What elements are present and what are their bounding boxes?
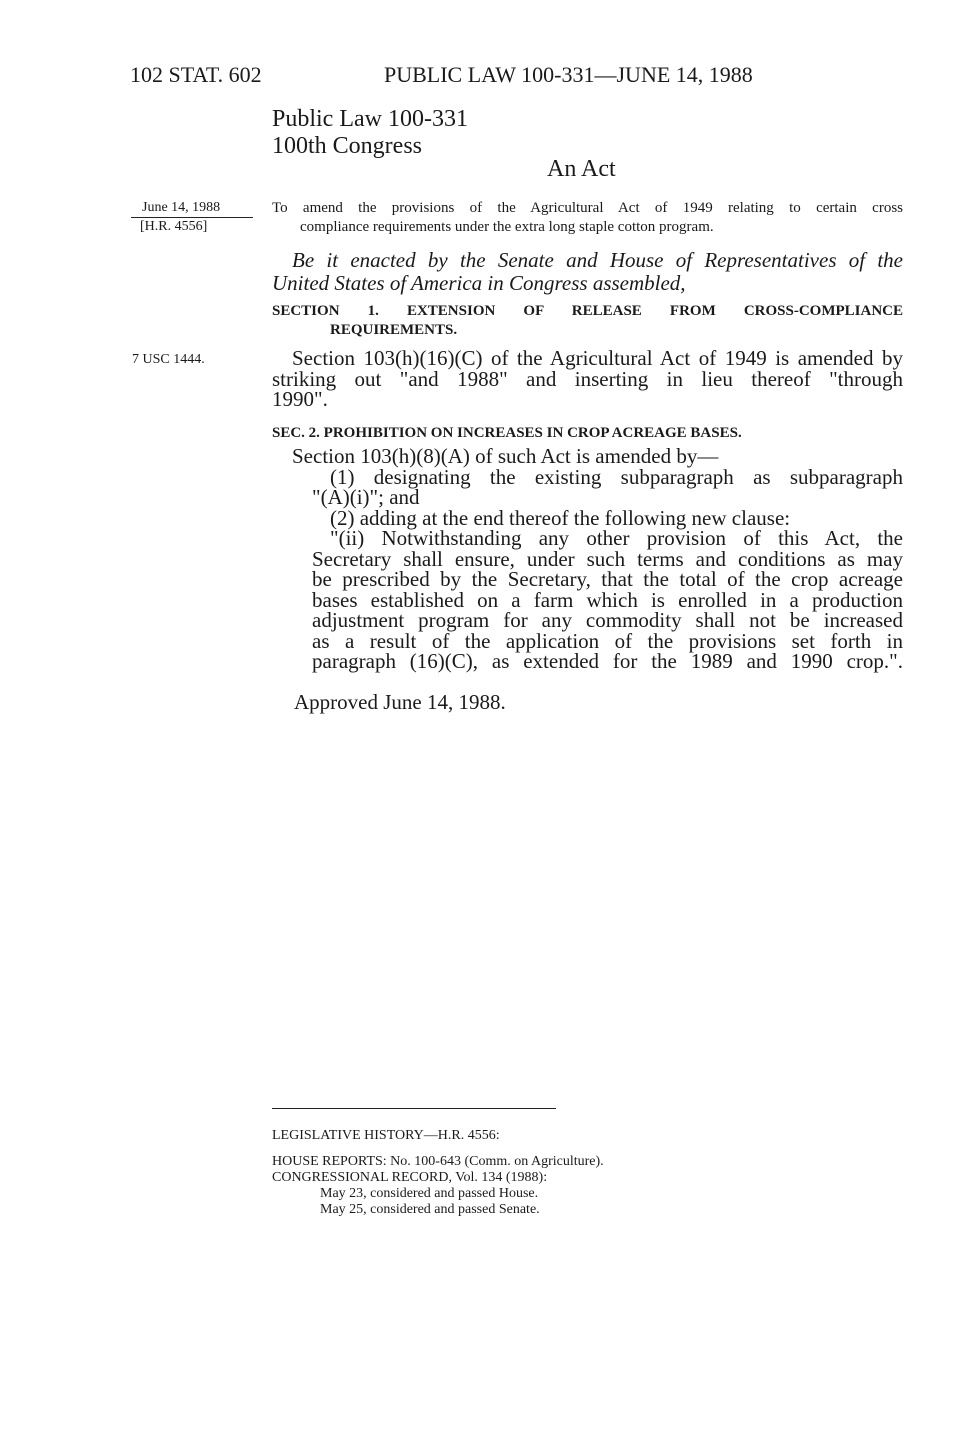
section-heading-line: REQUIREMENTS. [330,322,458,338]
senate-action: May 25, considered and passed Senate. [320,1202,540,1217]
act-purpose [272,199,903,237]
clause-line: be prescribed by the Secretary, that the total of the crop acreage [312,567,903,591]
enacting-clause [272,249,903,295]
running-head-title: PUBLIC LAW 100-331—JUNE 14, 1988 [384,62,753,87]
clause-line: Secretary shall ensure, under such terms and conditions as may [312,546,903,571]
clause-line: "(ii) Notwithstanding any other provision of this Act, the [330,526,903,550]
body-line: striking out "and 1988" and inserting in lieu thereof "through [272,366,903,391]
enacting-line: United States of America in Congress assembled, [272,271,686,295]
section-1-heading [272,302,903,340]
item-2: (2) adding at the end thereof the following new clause: [330,505,791,530]
body-line: Section 103(h)(16)(C) of the Agricultural Act of 1949 is amended by [292,346,903,370]
page-stat-number: 102 STAT. 602 [130,62,262,87]
item-1-line: (1) designating the existing subparagraph as subparagraph [330,464,903,489]
clause-line: bases established on a farm which is enrolled in a production [312,587,903,612]
margin-date: June 14, 1988 [142,200,221,215]
clause-line: adjustment program for any commodity shall not be increased [312,608,903,632]
legislative-history-details [272,1154,772,1218]
body-line: 1990". [272,387,328,411]
purpose-line: compliance requirements under the extra long staple cotton program. [300,219,714,235]
footnote-divider [272,1108,556,1109]
section-1-body [272,348,903,410]
house-action: May 23, considered and passed House. [320,1186,539,1201]
section-heading-line: SECTION 1. EXTENSION OF RELEASE FROM CROSS-COMPLIANCE [272,303,903,319]
house-reports: HOUSE REPORTS: No. 100-643 (Comm. on Agriculture). [272,1154,604,1169]
approval-date: Approved June 14, 1988. [294,690,506,714]
congress-label: 100th Congress [272,133,422,159]
margin-divider [131,217,253,218]
section-2-body [272,446,903,672]
purpose-line: To amend the provisions of the Agricultural Act of 1949 relating to certain cross [272,200,903,216]
congressional-record: CONGRESSIONAL RECORD, Vol. 134 (1988): [272,1170,548,1185]
section-2-heading: SEC. 2. PROHIBITION ON INCREASES IN CROP ACREAGE BASES. [272,425,742,441]
public-law-number: Public Law 100-331 [272,106,468,132]
item-1-line: "(A)(i)"; and [312,485,420,509]
an-act-heading: An Act [547,156,616,182]
enacting-line: Be it enacted by the Senate and House of Representatives of the [292,248,903,272]
clause-line: paragraph (16)(C), as extended for the 1989 and 1990 crop.". [312,649,903,673]
margin-bill-number: [H.R. 4556] [140,219,208,234]
legislative-history-title: LEGISLATIVE HISTORY—H.R. 4556: [272,1128,500,1143]
clause-line: as a result of the application of the provisions set forth in [312,628,903,653]
section-2-intro: Section 103(h)(8)(A) of such Act is amended by— [292,444,719,468]
margin-usc-citation: 7 USC 1444. [132,352,205,367]
